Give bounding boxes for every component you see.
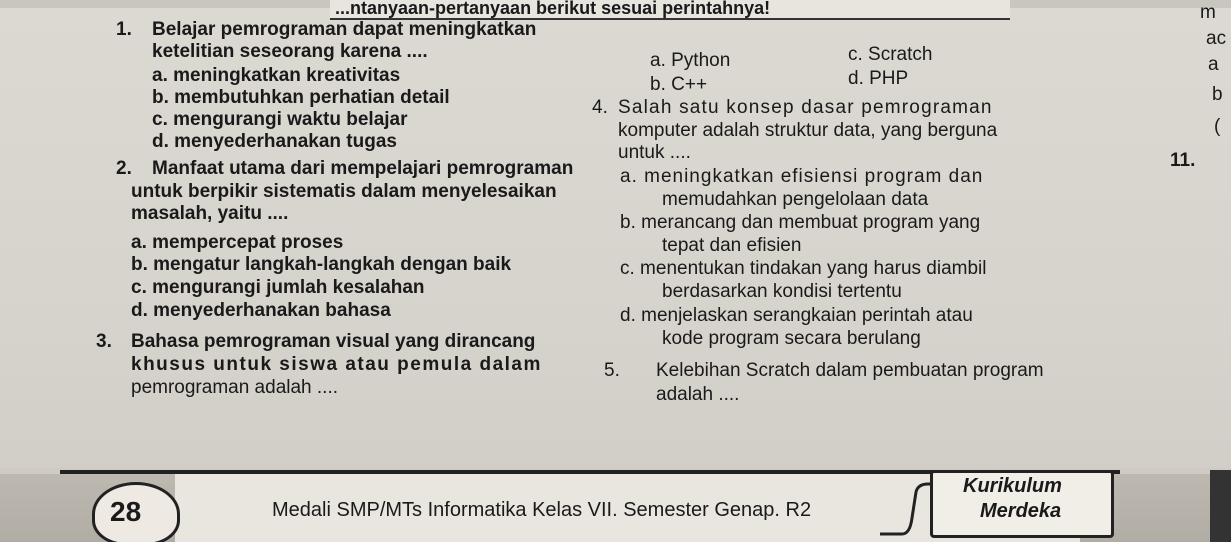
q2-option-a: a. mempercepat proses — [131, 232, 344, 253]
edge-fragment-ac: ac — [1206, 28, 1227, 49]
option-python: a. Python — [650, 50, 731, 71]
q3-text-line2: khusus untuk siswa atau pemula dalam — [131, 354, 542, 375]
q4-option-d-line2: kode program secara berulang — [662, 328, 921, 349]
footer-right-edge — [1210, 470, 1231, 542]
option-cpp: b. C++ — [650, 74, 708, 95]
q1-option-a: a. meningkatkan kreativitas — [152, 65, 401, 86]
q5-text-line1: Kelebihan Scratch dalam pembuatan program — [656, 360, 1044, 381]
q1-option-b: b. membutuhkan perhatian detail — [152, 87, 450, 108]
q2-text-line2: untuk berpikir sistematis dalam menyelesaikan — [131, 181, 557, 202]
q5-text-line2: adalah .... — [656, 384, 740, 405]
q4-option-a-line2: memudahkan pengelolaan data — [662, 189, 929, 210]
q4-option-b-line1: b. merancang dan membuat program yang — [620, 212, 981, 233]
page-number: 28 — [110, 496, 142, 527]
q2-text-line1: Manfaat utama dari mempelajari pemrograman — [152, 158, 574, 179]
q1-option-d: d. menyederhanakan tugas — [152, 131, 397, 152]
edge-fragment-m: m — [1200, 2, 1216, 23]
option-php: d. PHP — [848, 68, 909, 89]
q2-option-b: b. mengatur langkah-langkah dengan baik — [131, 254, 512, 275]
q1-option-c: c. mengurangi waktu belajar — [152, 109, 408, 130]
q4-text-line3: untuk .... — [618, 142, 691, 163]
q4-option-b-line2: tepat dan efisien — [662, 235, 802, 256]
edge-fragment-b: b — [1212, 84, 1223, 105]
edge-fragment-a: a — [1208, 54, 1219, 75]
q3-text-line3: pemrograman adalah .... — [131, 377, 339, 398]
option-scratch: c. Scratch — [848, 44, 933, 65]
q3-number: 3. — [96, 331, 112, 352]
q1-number: 1. — [116, 19, 132, 40]
section-instruction: ...ntanyaan-pertanyaan berikut sesuai perintahnya! — [335, 0, 771, 18]
q4-option-d-line1: d. menjelaskan serangkaian perintah atau — [620, 305, 973, 326]
q4-option-c-line2: berdasarkan kondisi tertentu — [662, 281, 902, 302]
q2-number: 2. — [116, 158, 132, 179]
q2-option-d: d. menyederhanakan bahasa — [131, 300, 391, 321]
q4-text-line2: komputer adalah struktur data, yang berguna — [618, 120, 998, 141]
q4-option-a-line1: a. meningkatkan efisiensi program dan — [620, 166, 984, 187]
q5-number: 5. — [604, 360, 620, 381]
q4-text-line1: Salah satu konsep dasar pemrograman — [618, 97, 993, 118]
q11-number: 11. — [1170, 150, 1196, 171]
q4-option-c-line1: c. menentukan tindakan yang harus diambil — [620, 258, 987, 279]
merdeka-label: Merdeka — [980, 500, 1062, 522]
kurikulum-label: Kurikulum — [963, 475, 1062, 497]
q4-number: 4. — [592, 97, 608, 118]
q1-text-line2: ketelitian seseorang karena .... — [152, 41, 428, 62]
q2-text-line3: masalah, yaitu .... — [131, 203, 289, 224]
q3-text-line1: Bahasa pemrograman visual yang dirancang — [131, 331, 536, 352]
q1-text-line1: Belajar pemrograman dapat meningkatkan — [152, 19, 537, 40]
q2-option-c: c. mengurangi jumlah kesalahan — [131, 277, 425, 298]
edge-fragment-c: ( — [1214, 116, 1221, 137]
book-title: Medali SMP/MTs Informatika Kelas VII. Semester Genap. R2 — [272, 499, 812, 521]
